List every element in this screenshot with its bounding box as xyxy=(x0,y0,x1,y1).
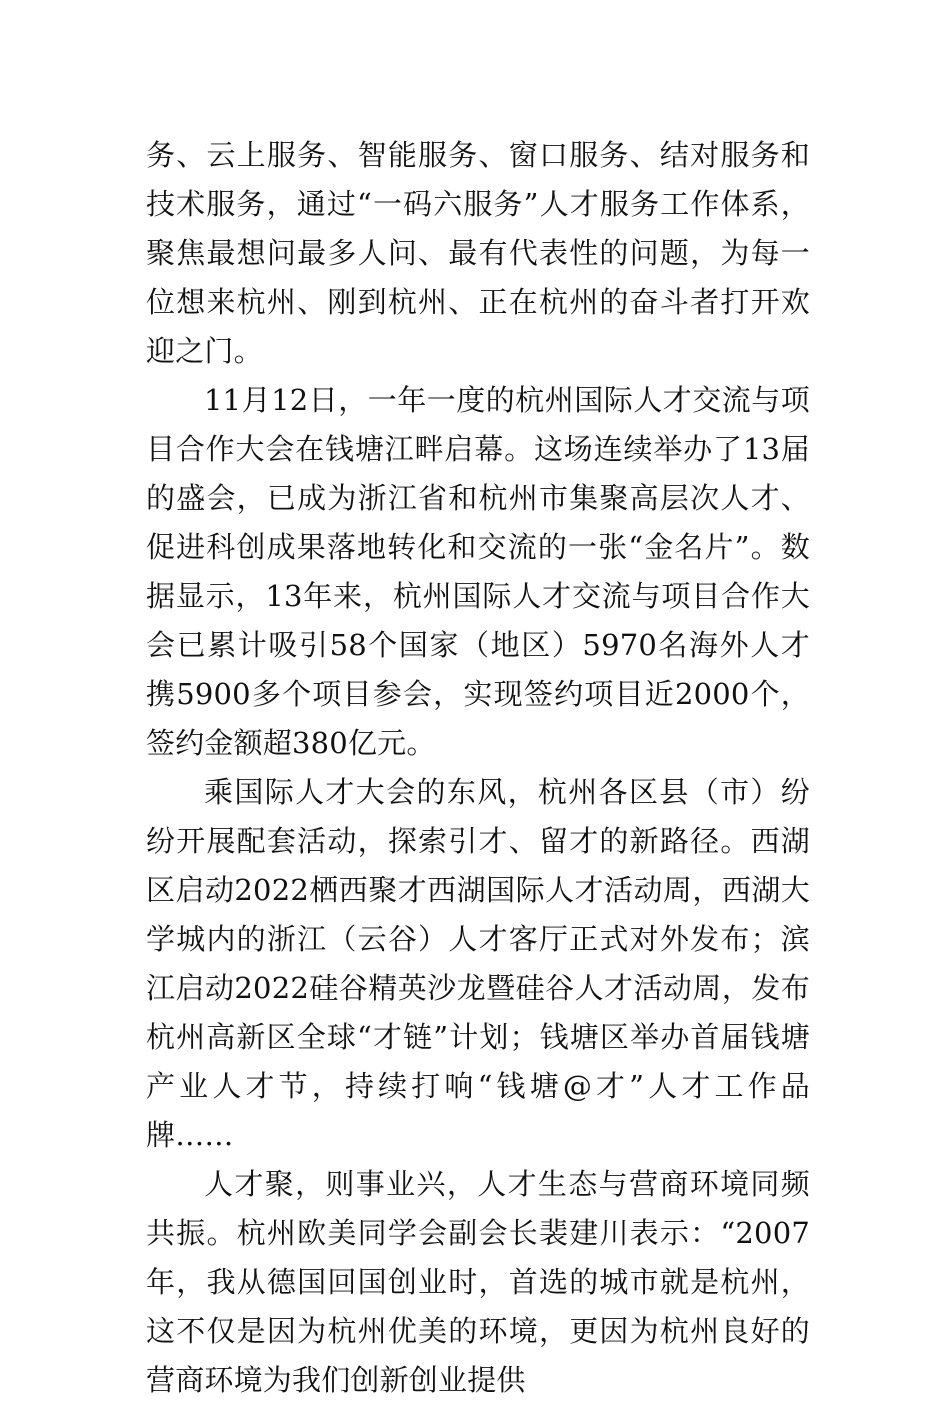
paragraph-district-activities: 乘国际人才大会的东风，杭州各区县（市）纷纷开展配套活动，探索引才、留才的新路径。西湖区启动2022栖西聚才西湖国际人才活动周，西湖大学城内的浙江（云谷）人才客厅正式对外发布；滨江启动2022硅谷精英沙龙暨硅谷人才活动周，发布杭州高新区全球“才链”计划；钱塘区举办首届钱塘产业人才节，持续打响“钱塘@才”人才工作品牌…… xyxy=(146,775,810,1152)
paragraph-continuation: 务、云上服务、智能服务、窗口服务、结对服务和技术服务，通过“一码六服务”人才服务工作体系，聚焦最想问最多人问、最有代表性的问题，为每一位想来杭州、刚到杭州、正在杭州的奋斗者打开欢迎之门。 xyxy=(146,138,810,368)
paragraph-business-environment: 人才聚，则事业兴，人才生态与营商环境同频共振。杭州欧美同学会副会长裴建川表示：“2007年，我从德国回国创业时，首选的城市就是杭州，这不仅是因为杭州优美的环境，更因为杭州良好的营商环境为我们创新创业提供 xyxy=(146,1167,810,1397)
paragraph-talent-conference: 11月12日，一年一度的杭州国际人才交流与项目合作大会在钱塘江畔启幕。这场连续举办了13届的盛会，已成为浙江省和杭州市集聚高层次人才、促进科创成果落地转化和交流的一张“金名片”。数据显示，13年来，杭州国际人才交流与项目合作大会已累计吸引58个国家（地区）5970名海外人才携5900多个项目参会，实现签约项目近2000个，签约金额超380亿元。 xyxy=(146,383,810,760)
document-body xyxy=(146,131,810,1405)
